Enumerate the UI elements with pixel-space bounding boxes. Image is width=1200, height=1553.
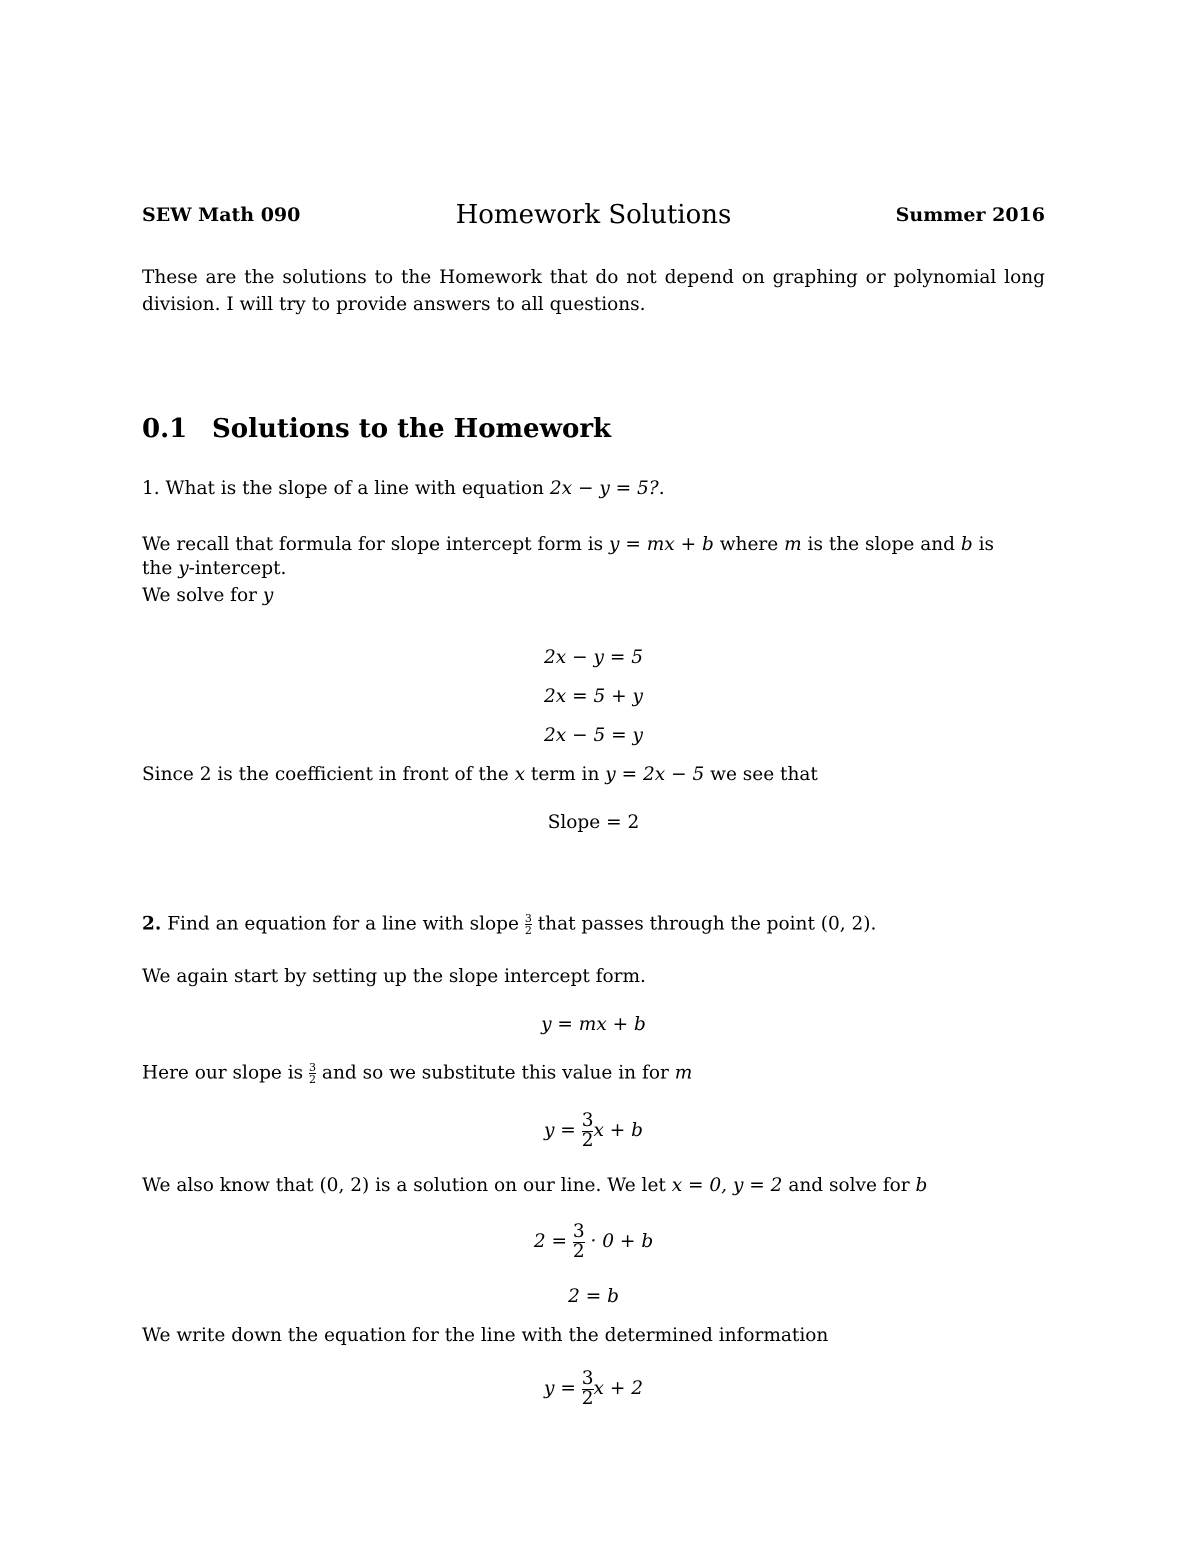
known-point-paragraph: We also know that (0, 2) is a solution on our line. We let x = 0, y = 2 and solve for b [142,1175,928,1196]
recall-paragraph: We recall that formula for slope intercept form is y = mx + b where m is the slope and b is [142,534,995,555]
term-label: Summer 2016 [895,204,1045,226]
fraction: $\frac{3}{2}$ [581,1368,594,1409]
section-number: 0.1 [142,414,188,444]
math-inline: x = 0, y = 2 [671,1175,783,1196]
final-paragraph: We write down the equation for the line with the determined information [142,1325,829,1346]
question-1-prompt: 1. What is the slope of a line with equation 2x − y = 5?. [142,478,665,499]
recall-paragraph-line2: the y-intercept. [142,558,287,579]
math-inline: y = mx + b [609,534,714,555]
equation-line: y = $\frac{3}{2}$ x + b [543,1110,644,1151]
equation-line: y = $\frac{3}{2}$ x + 2 [544,1368,643,1409]
section-title: Solutions to the Homework [212,414,612,444]
question-2-prompt: 2. Find an equation for a line with slope $\frac{3}{2}$ that passes through the point (0, 2). [142,912,877,937]
math-inline: y = 2x − 5 [605,764,705,785]
math-inline: 2x − y = 5? [549,478,659,499]
equation-line: 2x = 5 + y [544,686,643,707]
intro-paragraph: These are the solutions to the Homework that do not depend on graphing or polynomial long division. I will try to provide answers to all questions. [142,267,1045,315]
equation-line: y = mx + b [541,1014,646,1035]
equation-line: 2 = $\frac{3}{2}$ · 0 + b [533,1221,654,1262]
equation-line: 2x − y = 5 [544,647,643,668]
solve-for-line: We solve for y [142,585,274,606]
fraction: $\frac{3}{2}$ [572,1221,585,1262]
document-title: Homework Solutions [455,200,732,230]
slope-result: Slope = 2 [547,812,640,833]
question-number: 2. [142,913,162,935]
since-paragraph: Since 2 is the coefficient in front of the x term in y = 2x − 5 we see that [142,764,818,785]
fraction: $\frac{3}{2}$ [524,912,532,937]
setup-paragraph: We again start by setting up the slope intercept form. [142,966,646,987]
course-label: SEW Math 090 [142,204,301,226]
equation-line: 2x − 5 = y [544,725,643,746]
fraction: $\frac{3}{2}$ [309,1061,317,1086]
substitute-paragraph: Here our slope is $\frac{3}{2}$ and so we substitute this value in for m [142,1061,693,1086]
section-heading [142,414,611,444]
fraction: $\frac{3}{2}$ [581,1110,594,1151]
question-number: 1. [142,478,160,499]
equation-line: 2 = b [568,1286,619,1307]
